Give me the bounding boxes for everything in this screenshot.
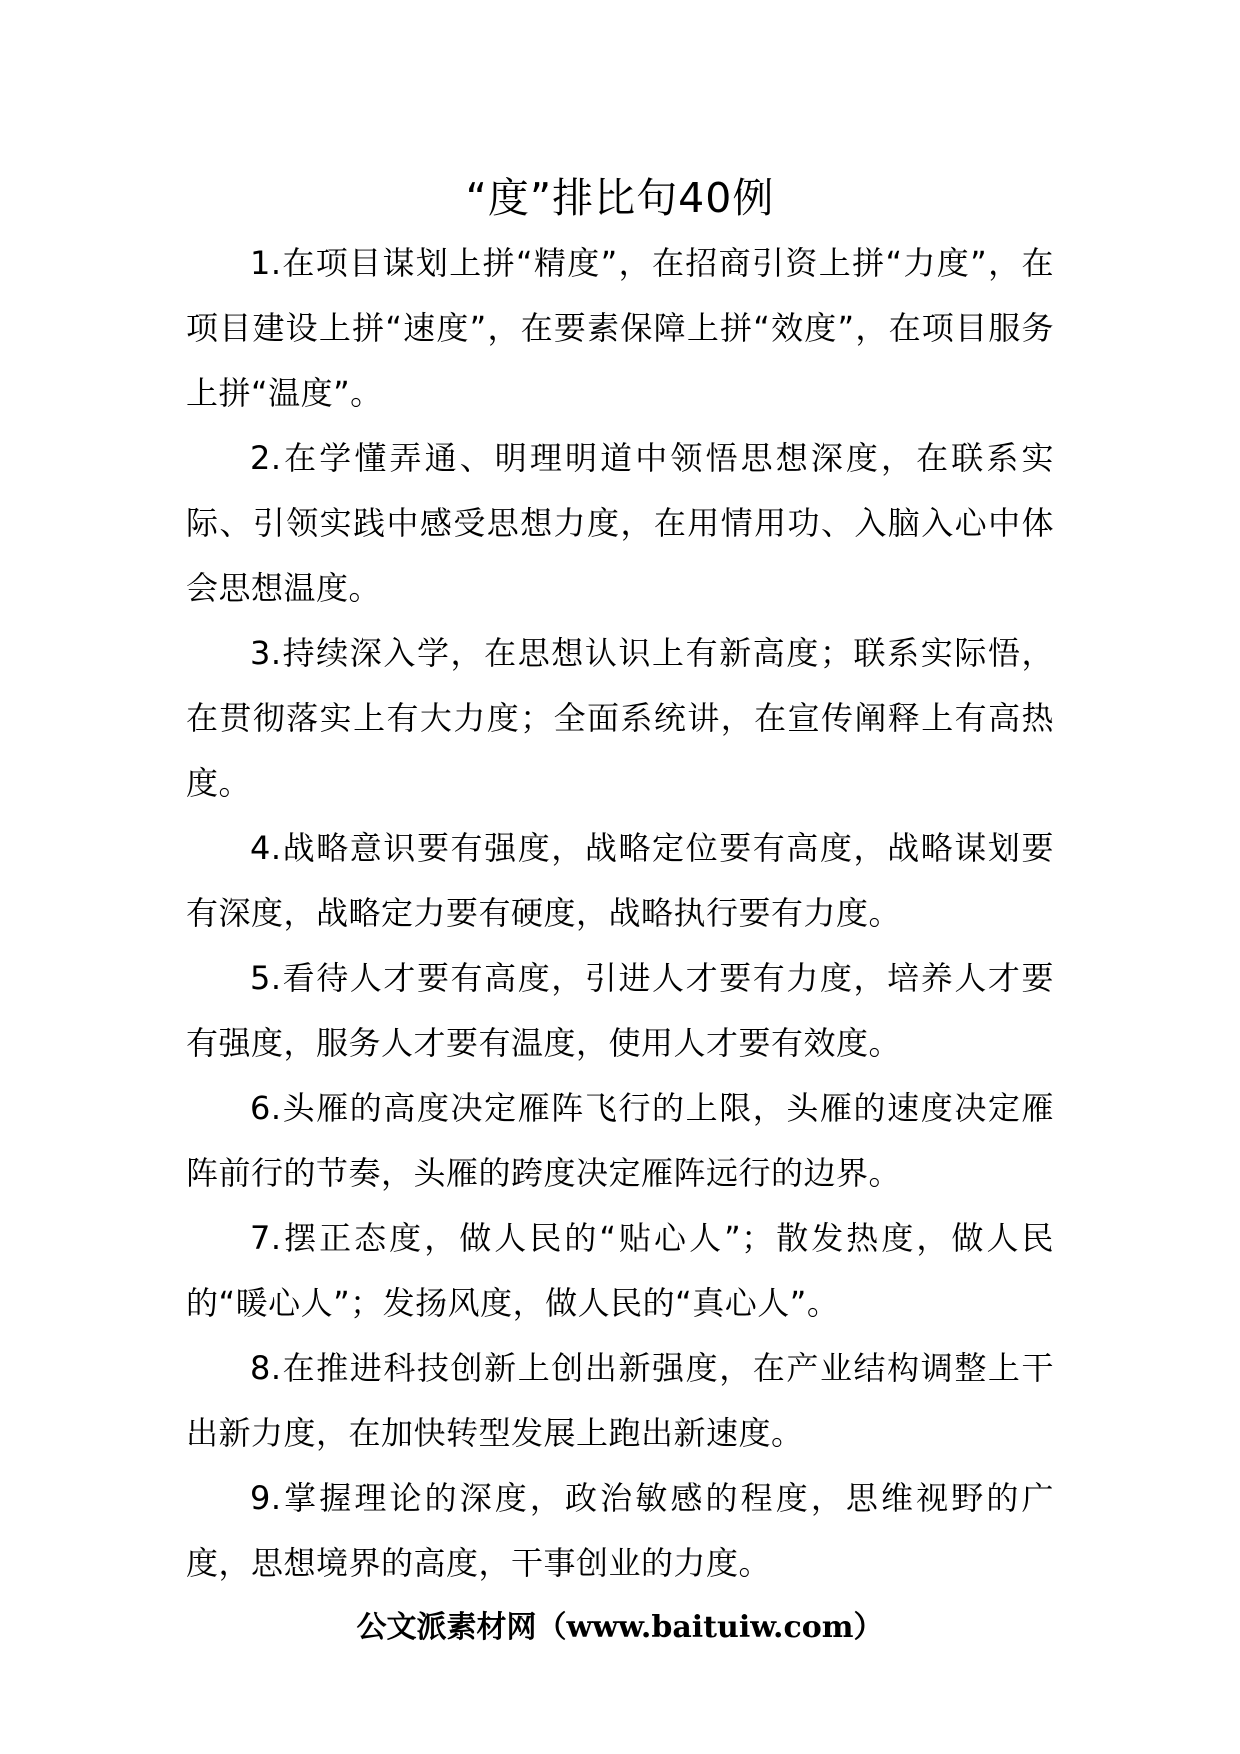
paragraph-5: 5.看待人才要有高度，引进人才要有力度，培养人才要有强度，服务人才要有温度，使用人才要有效度。 <box>186 959 1054 1062</box>
paragraph-9: 9.掌握理论的深度，政治敏感的程度，思维视野的广度，思想境界的高度，干事创业的力度。 <box>186 1479 1054 1582</box>
footer-source: 公文派素材网（www.baituiw.com） <box>356 1610 884 1645</box>
document-body <box>186 231 1054 1596</box>
paragraph-4: 4.战略意识要有强度，战略定位要有高度，战略谋划要有深度，战略定力要有硬度，战略执行要有力度。 <box>186 829 1054 932</box>
document-title: “度”排比句40例 <box>465 174 775 222</box>
paragraph-2: 2.在学懂弄通、明理明道中领悟思想深度，在联系实际、引领实践中感受思想力度，在用情用功、入脑入心中体会思想温度。 <box>186 439 1054 607</box>
paragraph-6: 6.头雁的高度决定雁阵飞行的上限，头雁的速度决定雁阵前行的节奏，头雁的跨度决定雁阵远行的边界。 <box>186 1089 1054 1192</box>
paragraph-3: 3.持续深入学，在思想认识上有新高度；联系实际悟，在贯彻落实上有大力度；全面系统讲，在宣传阐释上有高热度。 <box>186 634 1054 802</box>
paragraph-7: 7.摆正态度，做人民的“贴心人”；散发热度，做人民的“暖心人”；发扬风度，做人民的“真心人”。 <box>186 1219 1054 1322</box>
paragraph-1: 1.在项目谋划上拼“精度”，在招商引资上拼“力度”，在项目建设上拼“速度”，在要素保障上拼“效度”，在项目服务上拼“温度”。 <box>186 244 1054 412</box>
paragraph-8: 8.在推进科技创新上创出新强度，在产业结构调整上干出新力度，在加快转型发展上跑出新速度。 <box>186 1349 1054 1452</box>
